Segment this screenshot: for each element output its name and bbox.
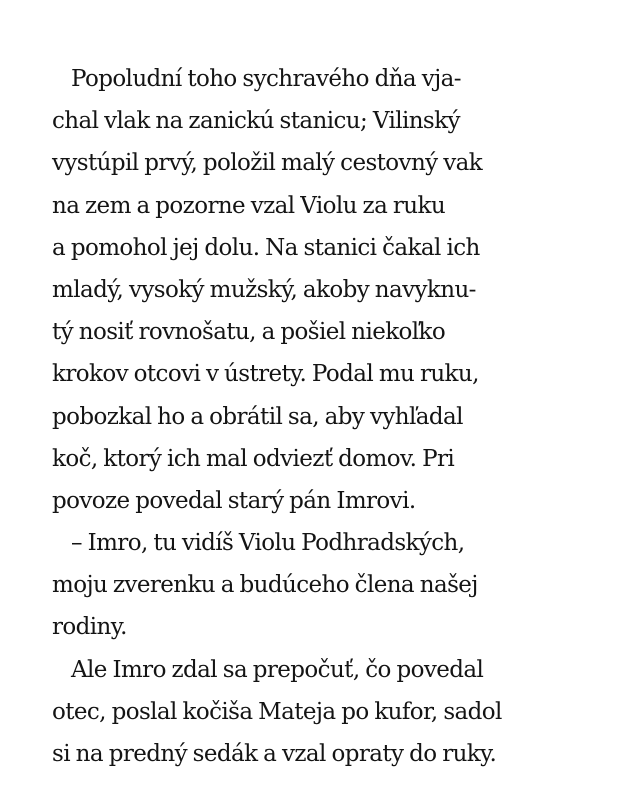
text-line: chal vlak na zanickú stanicu; Vilinský [52, 108, 460, 135]
book-page-text [52, 58, 612, 775]
text-line: na zem a pozorne vzal Violu za ruku [52, 192, 446, 219]
text-line: mladý, vysoký mužský, akoby navyknu- [52, 276, 476, 303]
text-line: vystúpil prvý, položil malý cestovný vak [52, 150, 483, 177]
text-line: rodiny. [52, 614, 127, 641]
text-line: koč, ktorý ich mal odviezť domov. Pri [52, 445, 455, 472]
text-line: pobozkal ho a obrátil sa, aby vyhľadal [52, 403, 463, 430]
text-line: povoze povedal starý pán Imrovi. [52, 487, 416, 514]
text-line: Ale Imro zdal sa prepočuť, čo povedal [71, 656, 484, 683]
text-line: otec, poslal kočiša Mateja po kufor, sadol [52, 698, 502, 725]
text-line: Popoludní toho sychravého dňa vja- [71, 66, 461, 92]
text-line: a pomohol jej dolu. Na stanici čakal ich [52, 234, 480, 261]
text-line: tý nosiť rovnošatu, a pošiel niekoľko [52, 319, 446, 346]
text-line: – Imro, tu vidíš Violu Podhradských, [71, 530, 465, 557]
text-line: si na predný sedák a vzal opraty do ruky. [52, 741, 497, 767]
text-line: moju zverenku a budúceho člena našej [52, 572, 478, 599]
text-line: krokov otcovi v ústrety. Podal mu ruku, [52, 361, 479, 388]
